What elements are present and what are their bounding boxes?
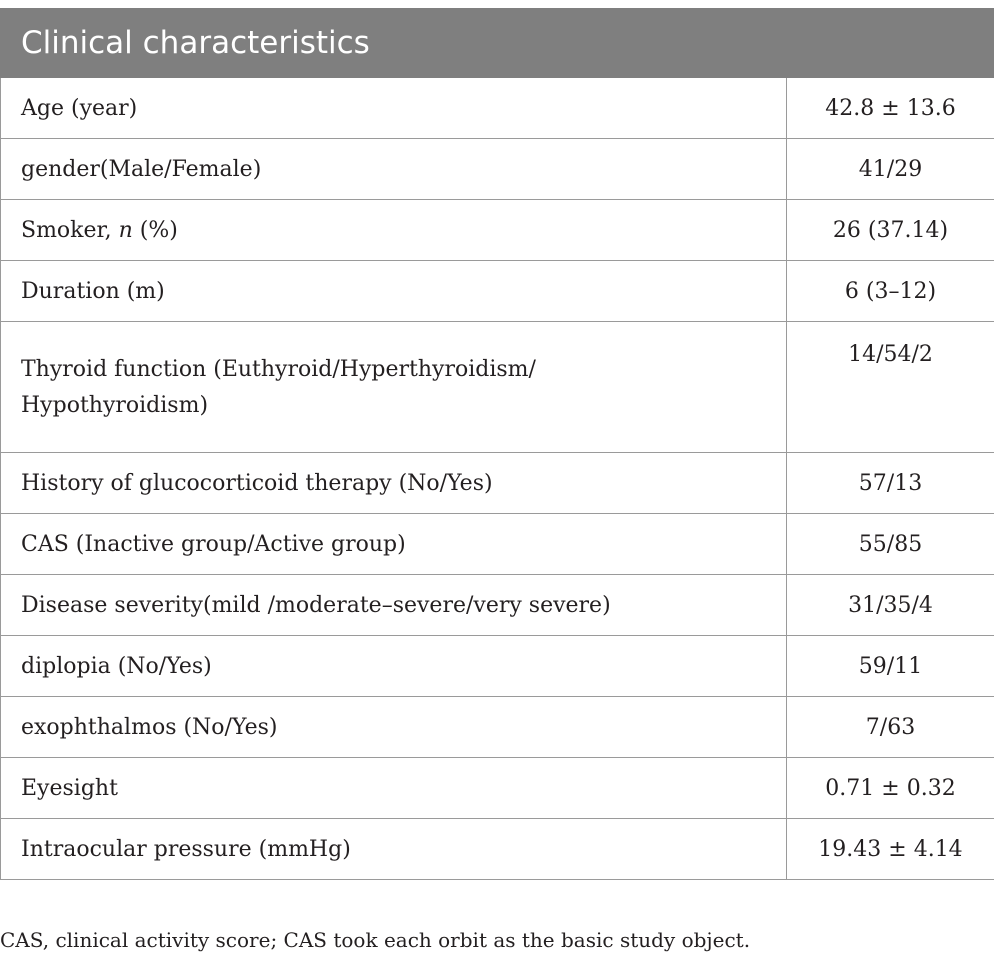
clinical-characteristics-table-wrapper bbox=[0, 8, 994, 880]
table-row bbox=[1, 453, 994, 514]
row-label-diplopia: diplopia (No/Yes) bbox=[1, 636, 787, 697]
table-row bbox=[1, 139, 994, 200]
table-row bbox=[1, 697, 994, 758]
row-value-disease-severity: 31/35/4 bbox=[787, 575, 994, 636]
smoker-label-text: Smoker, bbox=[21, 217, 119, 243]
row-label-duration: Duration (m) bbox=[1, 261, 787, 322]
table-row bbox=[1, 575, 994, 636]
row-value-diplopia: 59/11 bbox=[787, 636, 994, 697]
row-value-exophthalmos: 7/63 bbox=[787, 697, 994, 758]
row-value-thyroid-function: 14/54/2 bbox=[787, 322, 994, 453]
table-header: Clinical characteristics bbox=[1, 9, 994, 78]
row-label-age: Age (year) bbox=[1, 78, 787, 139]
row-value-gender: 41/29 bbox=[787, 139, 994, 200]
row-value-duration: 6 (3–12) bbox=[787, 261, 994, 322]
table-row bbox=[1, 758, 994, 819]
row-value-age: 42.8 ± 13.6 bbox=[787, 78, 994, 139]
row-value-smoker: 26 (37.14) bbox=[787, 200, 994, 261]
row-label-smoker bbox=[1, 200, 787, 261]
row-label-cas: CAS (Inactive group/Active group) bbox=[1, 514, 787, 575]
row-label-disease-severity: Disease severity(mild /moderate–severe/very severe) bbox=[1, 575, 787, 636]
table-row bbox=[1, 514, 994, 575]
row-value-cas: 55/85 bbox=[787, 514, 994, 575]
row-label-intraocular-pressure: Intraocular pressure (mmHg) bbox=[1, 819, 787, 880]
table-footnote: CAS, clinical activity score; CAS took each orbit as the basic study object. bbox=[0, 928, 751, 952]
table-row bbox=[1, 819, 994, 880]
row-label-glucocorticoid: History of glucocorticoid therapy (No/Yes) bbox=[1, 453, 787, 514]
table-row bbox=[1, 200, 994, 261]
smoker-label-percent: (%) bbox=[132, 217, 178, 243]
row-value-intraocular-pressure: 19.43 ± 4.14 bbox=[787, 819, 994, 880]
row-label-gender: gender(Male/Female) bbox=[1, 139, 787, 200]
table-row bbox=[1, 322, 994, 453]
smoker-label-n: n bbox=[118, 217, 133, 243]
thyroid-label-line2: Hypothyroidism) bbox=[21, 393, 209, 418]
clinical-characteristics-table bbox=[0, 8, 994, 880]
table-row bbox=[1, 261, 994, 322]
row-value-glucocorticoid: 57/13 bbox=[787, 453, 994, 514]
table-row bbox=[1, 636, 994, 697]
row-label-eyesight: Eyesight bbox=[1, 758, 787, 819]
row-label-exophthalmos: exophthalmos (No/Yes) bbox=[1, 697, 787, 758]
table-header-row bbox=[1, 9, 994, 78]
row-value-eyesight: 0.71 ± 0.32 bbox=[787, 758, 994, 819]
thyroid-label-line1: Thyroid function (Euthyroid/Hyperthyroidism/ bbox=[21, 357, 536, 382]
table-row bbox=[1, 78, 994, 139]
row-label-thyroid-function bbox=[1, 322, 787, 453]
